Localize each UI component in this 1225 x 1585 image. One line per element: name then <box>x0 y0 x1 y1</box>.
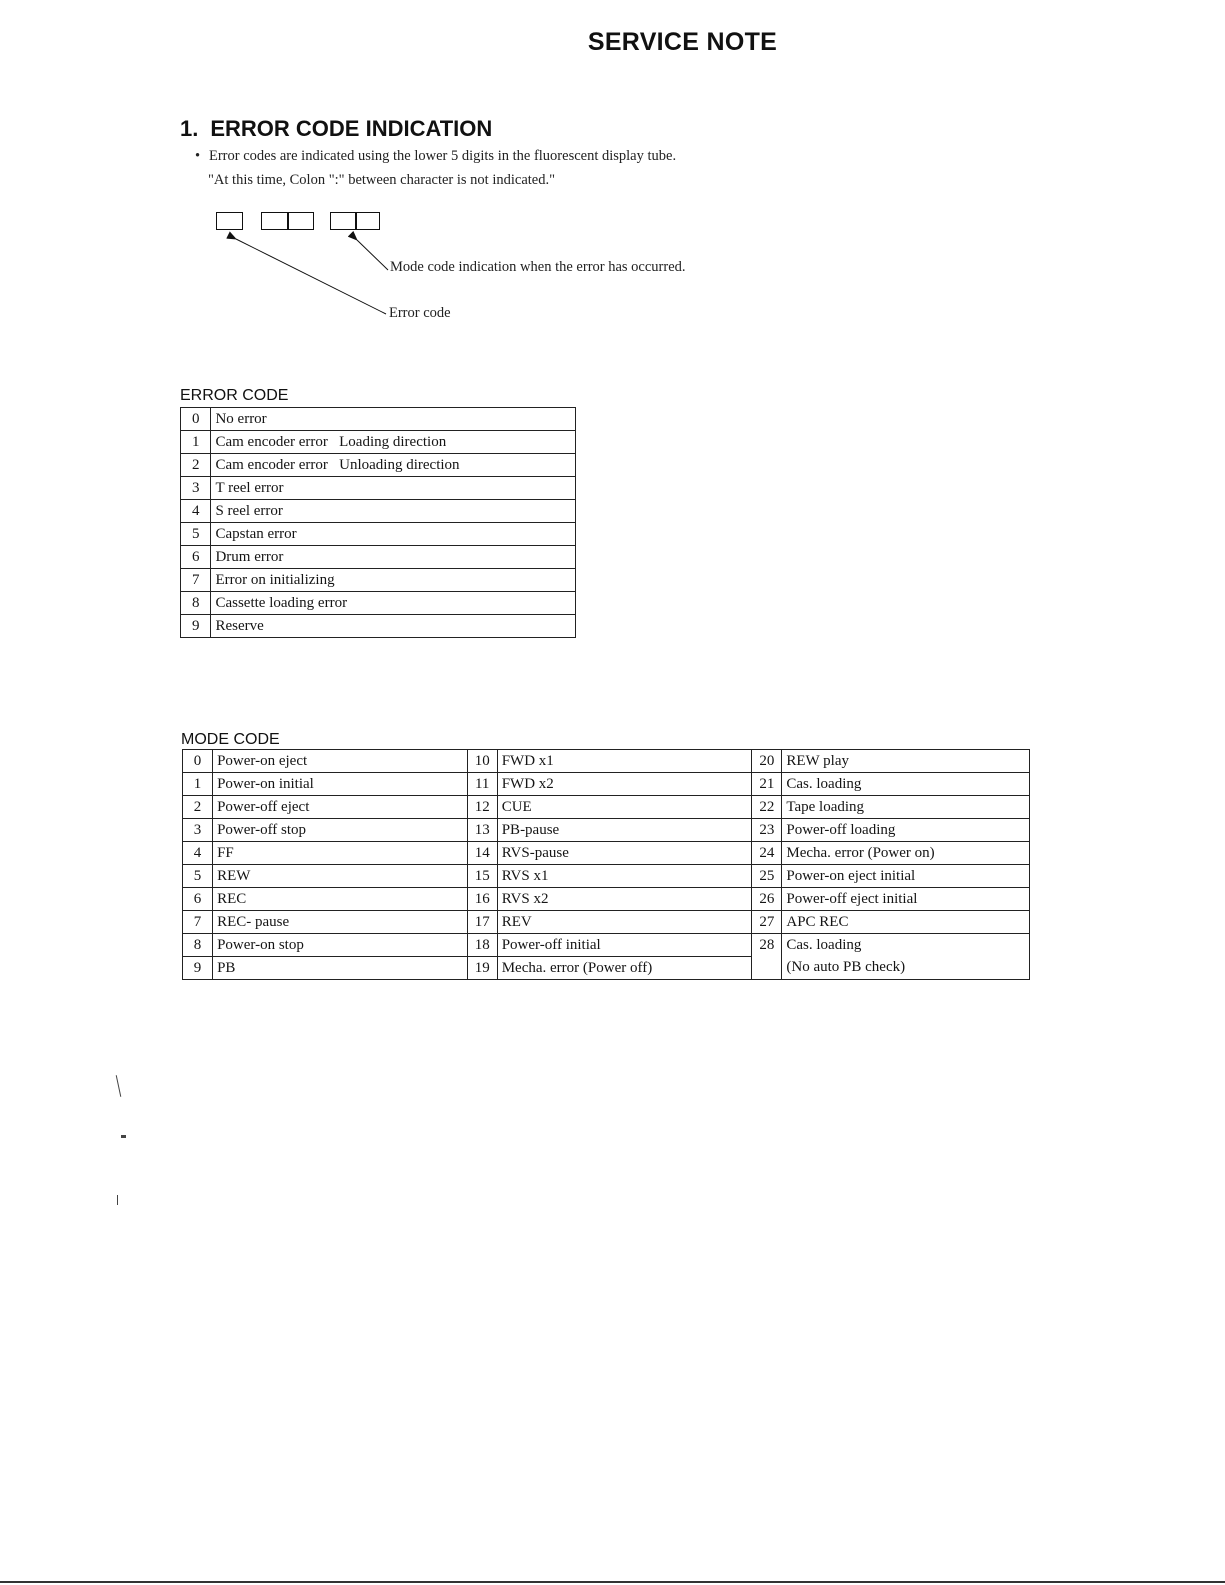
table-row <box>181 569 576 592</box>
desc-cell: Cas. loading <box>782 934 1030 957</box>
mode-code-arrow-icon <box>357 240 388 270</box>
desc-cell: RVS-pause <box>497 842 752 865</box>
code-cell: 14 <box>467 842 497 865</box>
code-cell: 12 <box>467 796 497 819</box>
code-cell: 17 <box>467 911 497 934</box>
code-cell: 23 <box>752 819 782 842</box>
code-cell: 15 <box>467 865 497 888</box>
code-cell: 6 <box>183 888 213 911</box>
desc-cell: S reel error <box>211 500 576 523</box>
code-cell: 19 <box>467 957 497 980</box>
scan-mark <box>117 1195 118 1205</box>
desc-cell: REW <box>213 865 468 888</box>
code-cell: 21 <box>752 773 782 796</box>
table-row <box>181 408 576 431</box>
code-cell: 27 <box>752 911 782 934</box>
section-title: ERROR CODE INDICATION <box>210 116 493 141</box>
table-row <box>181 454 576 477</box>
scan-mark <box>121 1135 126 1138</box>
desc-cell: No error <box>211 408 576 431</box>
desc-cell: Tape loading <box>782 796 1030 819</box>
table-row <box>181 431 576 454</box>
desc-cell: Cassette loading error <box>211 592 576 615</box>
scan-mark <box>116 1075 122 1097</box>
desc-cell: Mecha. error (Power off) <box>497 957 752 980</box>
code-cell: 16 <box>467 888 497 911</box>
description-text-1: Error codes are indicated using the lower 5 digits in the fluorescent display tube. <box>209 148 677 164</box>
desc-cell: Cas. loading <box>782 773 1030 796</box>
table-row <box>183 934 1030 957</box>
desc-cell: Power-off stop <box>213 819 468 842</box>
code-cell: 4 <box>181 500 211 523</box>
description-line-1 <box>195 148 676 165</box>
desc-cell: PB <box>213 957 468 980</box>
table-row <box>183 957 1030 980</box>
digit-divider <box>355 212 357 230</box>
desc-cell: Drum error <box>211 546 576 569</box>
code-cell: 6 <box>181 546 211 569</box>
mode-code-label: MODE CODE <box>181 731 280 748</box>
desc-cell: REC- pause <box>213 911 468 934</box>
error-code-annotation: Error code <box>389 305 451 321</box>
table-row <box>181 592 576 615</box>
error-digit-box <box>216 212 243 230</box>
code-cell: 0 <box>183 750 213 773</box>
desc-cell: Power-on eject initial <box>782 865 1030 888</box>
desc-cell: FF <box>213 842 468 865</box>
code-cell: 7 <box>181 569 211 592</box>
code-cell: 26 <box>752 888 782 911</box>
code-cell: 11 <box>467 773 497 796</box>
desc-cell: PB-pause <box>497 819 752 842</box>
mode-code-annotation: Mode code indication when the error has occurred. <box>390 259 686 275</box>
section-number: 1. <box>180 116 199 141</box>
table-row <box>181 500 576 523</box>
error-code-table <box>180 407 576 638</box>
table-row <box>183 796 1030 819</box>
desc-cell: Capstan error <box>211 523 576 546</box>
desc-cell: Cam encoder error Unloading direction <box>211 454 576 477</box>
code-cell: 9 <box>183 957 213 980</box>
desc-cell: CUE <box>497 796 752 819</box>
desc-cell: REV <box>497 911 752 934</box>
desc-cell: Power-off initial <box>497 934 752 957</box>
table-row <box>183 865 1030 888</box>
desc-cell: REW play <box>782 750 1030 773</box>
desc-cell: Power-off eject initial <box>782 888 1030 911</box>
code-cell: 5 <box>181 523 211 546</box>
table-row <box>183 888 1030 911</box>
code-cell: 2 <box>181 454 211 477</box>
table-row <box>183 842 1030 865</box>
table-row <box>181 546 576 569</box>
code-cell: 1 <box>181 431 211 454</box>
desc-cell: Mecha. error (Power on) <box>782 842 1030 865</box>
table-row <box>181 523 576 546</box>
code-cell: 22 <box>752 796 782 819</box>
bullet-icon: • <box>195 148 201 164</box>
code-cell: 18 <box>467 934 497 957</box>
mode-code-table <box>182 749 1030 980</box>
code-cell: 5 <box>183 865 213 888</box>
desc-cell: FWD x2 <box>497 773 752 796</box>
table-row <box>183 750 1030 773</box>
desc-cell: Power-off loading <box>782 819 1030 842</box>
description-line-2: "At this time, Colon ":" between character is not indicated." <box>208 172 556 188</box>
code-cell: 25 <box>752 865 782 888</box>
table-row <box>181 477 576 500</box>
code-cell: 9 <box>181 615 211 638</box>
code-cell: 10 <box>467 750 497 773</box>
desc-cell: Power-on initial <box>213 773 468 796</box>
desc-cell: APC REC <box>782 911 1030 934</box>
code-cell: 24 <box>752 842 782 865</box>
code-cell: 3 <box>181 477 211 500</box>
section-heading <box>180 116 492 142</box>
code-cell: 28 <box>752 934 782 957</box>
desc-cell: Power-on eject <box>213 750 468 773</box>
bottom-rule <box>0 1581 1225 1583</box>
code-cell <box>752 957 782 980</box>
desc-cell: FWD x1 <box>497 750 752 773</box>
table-row <box>181 615 576 638</box>
code-cell: 13 <box>467 819 497 842</box>
code-cell: 0 <box>181 408 211 431</box>
desc-cell: Cam encoder error Loading direction <box>211 431 576 454</box>
desc-cell: Power-on stop <box>213 934 468 957</box>
digit-divider <box>287 212 289 230</box>
code-cell: 4 <box>183 842 213 865</box>
desc-cell: Reserve <box>211 615 576 638</box>
desc-cell: REC <box>213 888 468 911</box>
code-cell: 8 <box>181 592 211 615</box>
code-cell: 7 <box>183 911 213 934</box>
error-code-label: ERROR CODE <box>180 387 289 404</box>
code-cell: 2 <box>183 796 213 819</box>
table-row <box>183 911 1030 934</box>
code-cell: 8 <box>183 934 213 957</box>
desc-cell: RVS x2 <box>497 888 752 911</box>
code-cell: 20 <box>752 750 782 773</box>
desc-cell: T reel error <box>211 477 576 500</box>
desc-cell: (No auto PB check) <box>782 957 1030 980</box>
table-row <box>183 773 1030 796</box>
code-cell: 1 <box>183 773 213 796</box>
desc-cell: Error on initializing <box>211 569 576 592</box>
code-cell: 3 <box>183 819 213 842</box>
desc-cell: Power-off eject <box>213 796 468 819</box>
table-row <box>183 819 1030 842</box>
error-code-arrow-icon <box>236 239 386 314</box>
page-title: SERVICE NOTE <box>587 28 778 56</box>
desc-cell: RVS x1 <box>497 865 752 888</box>
